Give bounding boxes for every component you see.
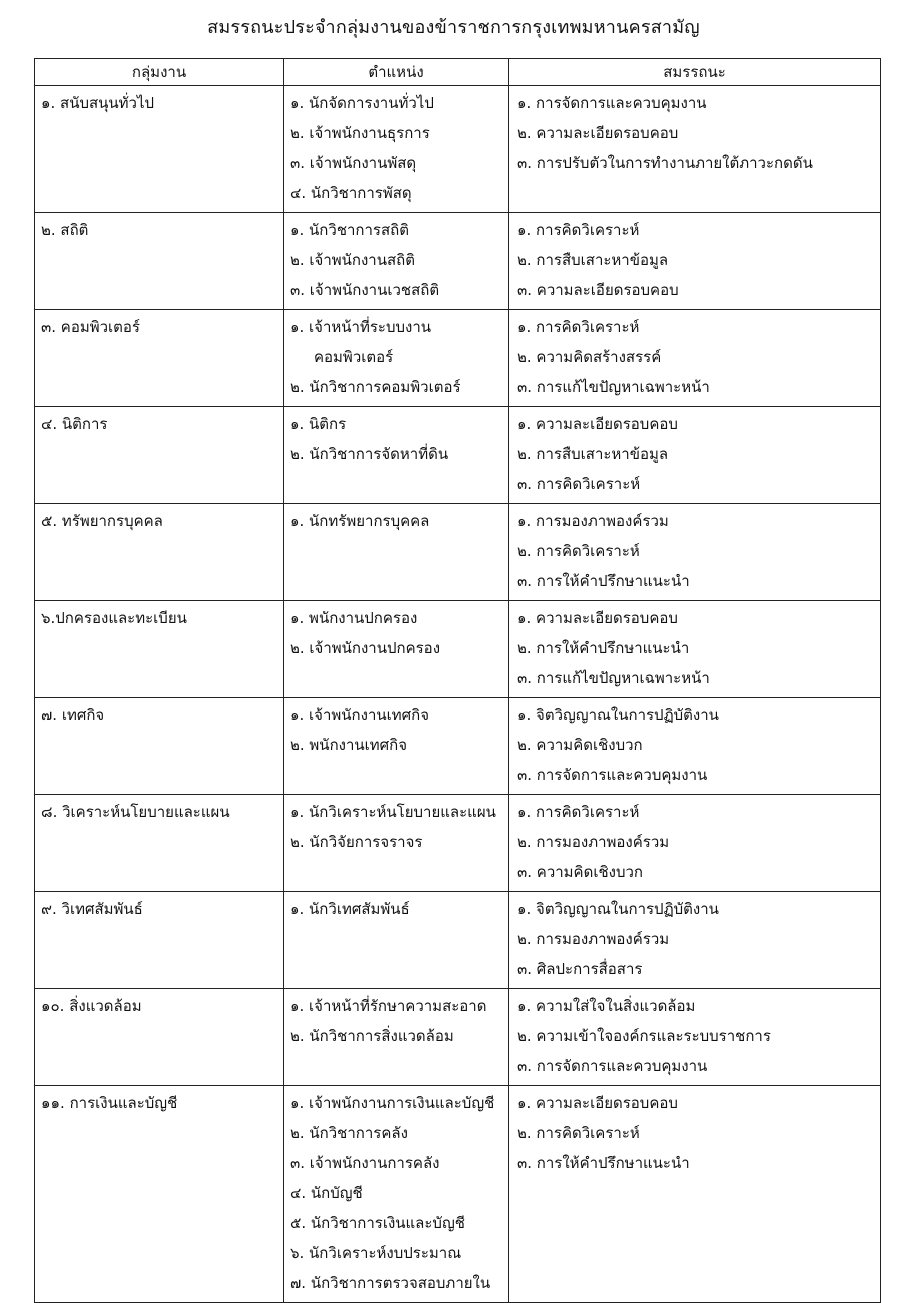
competency-item: ๓. การแก้ไขปัญหาเฉพาะหน้า bbox=[517, 669, 710, 687]
work-group-name: ๕. ทรัพยากรบุคคล bbox=[41, 512, 163, 530]
position-item: ๓. เจ้าพนักงานการคลัง bbox=[290, 1154, 440, 1172]
position-item: ๑. เจ้าพนักงานเทศกิจ bbox=[290, 706, 430, 724]
competency-item: ๑. การมองภาพองค์รวม bbox=[517, 512, 669, 530]
position-item: ๒. นักวิชาการคอมพิวเตอร์ bbox=[290, 378, 461, 396]
position-item-continuation: คอมพิวเตอร์ bbox=[314, 348, 394, 366]
table-row bbox=[35, 310, 881, 407]
position-item: ๒. นักวิชาการคลัง bbox=[290, 1124, 408, 1142]
position-item: ๔. นักบัญชี bbox=[290, 1184, 363, 1202]
work-group-name: ๑๑. การเงินและบัญชี bbox=[41, 1094, 178, 1112]
competency-cell bbox=[509, 86, 881, 213]
work-group-cell bbox=[35, 795, 284, 892]
header-competency: สมรรถนะ bbox=[509, 59, 881, 86]
competency-item: ๓. ความคิดเชิงบวก bbox=[517, 863, 643, 881]
table-row bbox=[35, 795, 881, 892]
competency-item: ๑. จิตวิญญาณในการปฏิบัติงาน bbox=[517, 900, 719, 918]
position-item: ๑. นิติกร bbox=[290, 415, 347, 433]
position-cell bbox=[284, 601, 509, 698]
position-cell bbox=[284, 213, 509, 310]
table-row bbox=[35, 601, 881, 698]
work-group-cell bbox=[35, 601, 284, 698]
competency-cell bbox=[509, 407, 881, 504]
position-cell bbox=[284, 407, 509, 504]
position-item: ๑. นักทรัพยากรบุคคล bbox=[290, 512, 430, 530]
competency-item: ๒. การสืบเสาะหาข้อมูล bbox=[517, 445, 669, 463]
position-item: ๑. เจ้าหน้าที่ระบบงาน bbox=[290, 318, 432, 336]
competency-item: ๒. การคิดวิเคราะห์ bbox=[517, 1124, 640, 1142]
position-cell bbox=[284, 698, 509, 795]
competency-item: ๓. การจัดการและควบคุมงาน bbox=[517, 766, 708, 784]
header-work-group: กลุ่มงาน bbox=[35, 59, 284, 86]
competency-item: ๑. การคิดวิเคราะห์ bbox=[517, 803, 640, 821]
position-cell bbox=[284, 504, 509, 601]
work-group-name: ๓. คอมพิวเตอร์ bbox=[41, 318, 140, 336]
position-item: ๒. นักวิชาการสิ่งแวดล้อม bbox=[290, 1027, 454, 1045]
competency-cell bbox=[509, 601, 881, 698]
competency-item: ๒. การให้คำปรึกษาแนะนำ bbox=[517, 639, 690, 657]
competency-item: ๒. การมองภาพองค์รวม bbox=[517, 833, 670, 851]
competency-cell bbox=[509, 213, 881, 310]
position-item: ๓. เจ้าพนักงานพัสดุ bbox=[290, 154, 417, 172]
competency-item: ๒. การมองภาพองค์รวม bbox=[517, 930, 670, 948]
competency-item: ๓. การคิดวิเคราะห์ bbox=[517, 475, 641, 493]
position-item: ๑. นักจัดการงานทั่วไป bbox=[290, 94, 434, 112]
position-item: ๑. เจ้าพนักงานการเงินและบัญชี bbox=[290, 1094, 495, 1112]
table-row bbox=[35, 86, 881, 213]
work-group-cell bbox=[35, 310, 284, 407]
position-cell bbox=[284, 892, 509, 989]
table-row bbox=[35, 892, 881, 989]
table-row bbox=[35, 407, 881, 504]
position-item: ๕. นักวิชาการเงินและบัญชี bbox=[290, 1214, 465, 1232]
position-item: ๑. เจ้าหน้าที่รักษาความสะอาด bbox=[290, 997, 487, 1015]
competency-item: ๒. การคิดวิเคราะห์ bbox=[517, 542, 640, 560]
header-position: ตำแหน่ง bbox=[284, 59, 509, 86]
position-item: ๒. พนักงานเทศกิจ bbox=[290, 736, 408, 754]
competency-item: ๓. ความละเอียดรอบคอบ bbox=[517, 281, 679, 299]
position-cell bbox=[284, 86, 509, 213]
competency-item: ๓. ศิลปะการสื่อสาร bbox=[517, 960, 643, 978]
work-group-name: ๙. วิเทศสัมพันธ์ bbox=[41, 900, 143, 918]
competency-cell bbox=[509, 795, 881, 892]
competency-item: ๒. ความละเอียดรอบคอบ bbox=[517, 124, 679, 142]
work-group-cell bbox=[35, 698, 284, 795]
work-group-name: ๖.ปกครองและทะเบียน bbox=[41, 609, 187, 627]
document-title: สมรรถนะประจำกลุ่มงานของข้าราชการกรุงเทพมหานครสามัญ bbox=[207, 17, 700, 38]
competency-item: ๑. ความละเอียดรอบคอบ bbox=[517, 415, 678, 433]
competency-item: ๒. ความคิดสร้างสรรค์ bbox=[517, 348, 662, 366]
work-group-cell bbox=[35, 989, 284, 1086]
competency-cell bbox=[509, 892, 881, 989]
position-item: ๑. นักวิเคราะห์นโยบายและแผน bbox=[290, 803, 496, 821]
competency-item: ๓. การให้คำปรึกษาแนะนำ bbox=[517, 1154, 690, 1172]
position-item: ๗. นักวิชาการตรวจสอบภายใน bbox=[290, 1274, 491, 1292]
table-header-row bbox=[35, 59, 881, 86]
work-group-cell bbox=[35, 213, 284, 310]
competency-item: ๑. การคิดวิเคราะห์ bbox=[517, 318, 640, 336]
work-group-cell bbox=[35, 407, 284, 504]
work-group-cell bbox=[35, 892, 284, 989]
competency-item: ๑. ความใส่ใจในสิ่งแวดล้อม bbox=[517, 997, 696, 1015]
position-item: ๒. นักวิชาการจัดหาที่ดิน bbox=[290, 445, 449, 463]
work-group-cell bbox=[35, 504, 284, 601]
work-group-name: ๗. เทศกิจ bbox=[41, 706, 105, 724]
work-group-name: ๑๐. สิ่งแวดล้อม bbox=[41, 997, 142, 1015]
competency-item: ๓. การจัดการและควบคุมงาน bbox=[517, 1057, 708, 1075]
competency-item: ๓. การปรับตัวในการทำงานภายใต้ภาวะกดดัน bbox=[517, 154, 813, 172]
table-body bbox=[35, 86, 881, 1303]
competency-item: ๒. ความคิดเชิงบวก bbox=[517, 736, 643, 754]
competency-table bbox=[34, 58, 881, 1303]
table-row bbox=[35, 504, 881, 601]
position-item: ๖. นักวิเคราะห์งบประมาณ bbox=[290, 1244, 462, 1262]
work-group-name: ๒. สถิติ bbox=[41, 221, 89, 239]
position-item: ๔. นักวิชาการพัสดุ bbox=[290, 184, 412, 202]
position-cell bbox=[284, 310, 509, 407]
position-item: ๑. นักวิเทศสัมพันธ์ bbox=[290, 900, 410, 918]
competency-item: ๑. การจัดการและควบคุมงาน bbox=[517, 94, 707, 112]
competency-cell bbox=[509, 504, 881, 601]
competency-item: ๒. การสืบเสาะหาข้อมูล bbox=[517, 251, 669, 269]
competency-item: ๒. ความเข้าใจองค์กรและระบบราชการ bbox=[517, 1027, 771, 1045]
table-row bbox=[35, 213, 881, 310]
competency-cell bbox=[509, 698, 881, 795]
position-item: ๑. พนักงานปกครอง bbox=[290, 609, 418, 627]
work-group-name: ๑. สนับสนุนทั่วไป bbox=[41, 94, 155, 112]
position-item: ๒. นักวิจัยการจราจร bbox=[290, 833, 423, 851]
position-cell bbox=[284, 989, 509, 1086]
position-item: ๑. นักวิชาการสถิติ bbox=[290, 221, 409, 239]
work-group-name: ๔. นิติการ bbox=[41, 415, 108, 433]
work-group-cell bbox=[35, 86, 284, 213]
competency-item: ๑. จิตวิญญาณในการปฏิบัติงาน bbox=[517, 706, 719, 724]
table-row bbox=[35, 989, 881, 1086]
competency-cell bbox=[509, 989, 881, 1086]
competency-item: ๓. การให้คำปรึกษาแนะนำ bbox=[517, 572, 690, 590]
competency-item: ๑. ความละเอียดรอบคอบ bbox=[517, 609, 678, 627]
competency-item: ๑. ความละเอียดรอบคอบ bbox=[517, 1094, 678, 1112]
position-cell bbox=[284, 795, 509, 892]
position-item: ๒. เจ้าพนักงานธุรการ bbox=[290, 124, 430, 142]
work-group-name: ๘. วิเคราะห์นโยบายและแผน bbox=[41, 803, 230, 821]
competency-cell bbox=[509, 310, 881, 407]
position-item: ๒. เจ้าพนักงานปกครอง bbox=[290, 639, 441, 657]
position-item: ๓. เจ้าพนักงานเวชสถิติ bbox=[290, 281, 440, 299]
competency-item: ๓. การแก้ไขปัญหาเฉพาะหน้า bbox=[517, 378, 710, 396]
table-row bbox=[35, 698, 881, 795]
position-item: ๒. เจ้าพนักงานสถิติ bbox=[290, 251, 415, 269]
competency-item: ๑. การคิดวิเคราะห์ bbox=[517, 221, 640, 239]
